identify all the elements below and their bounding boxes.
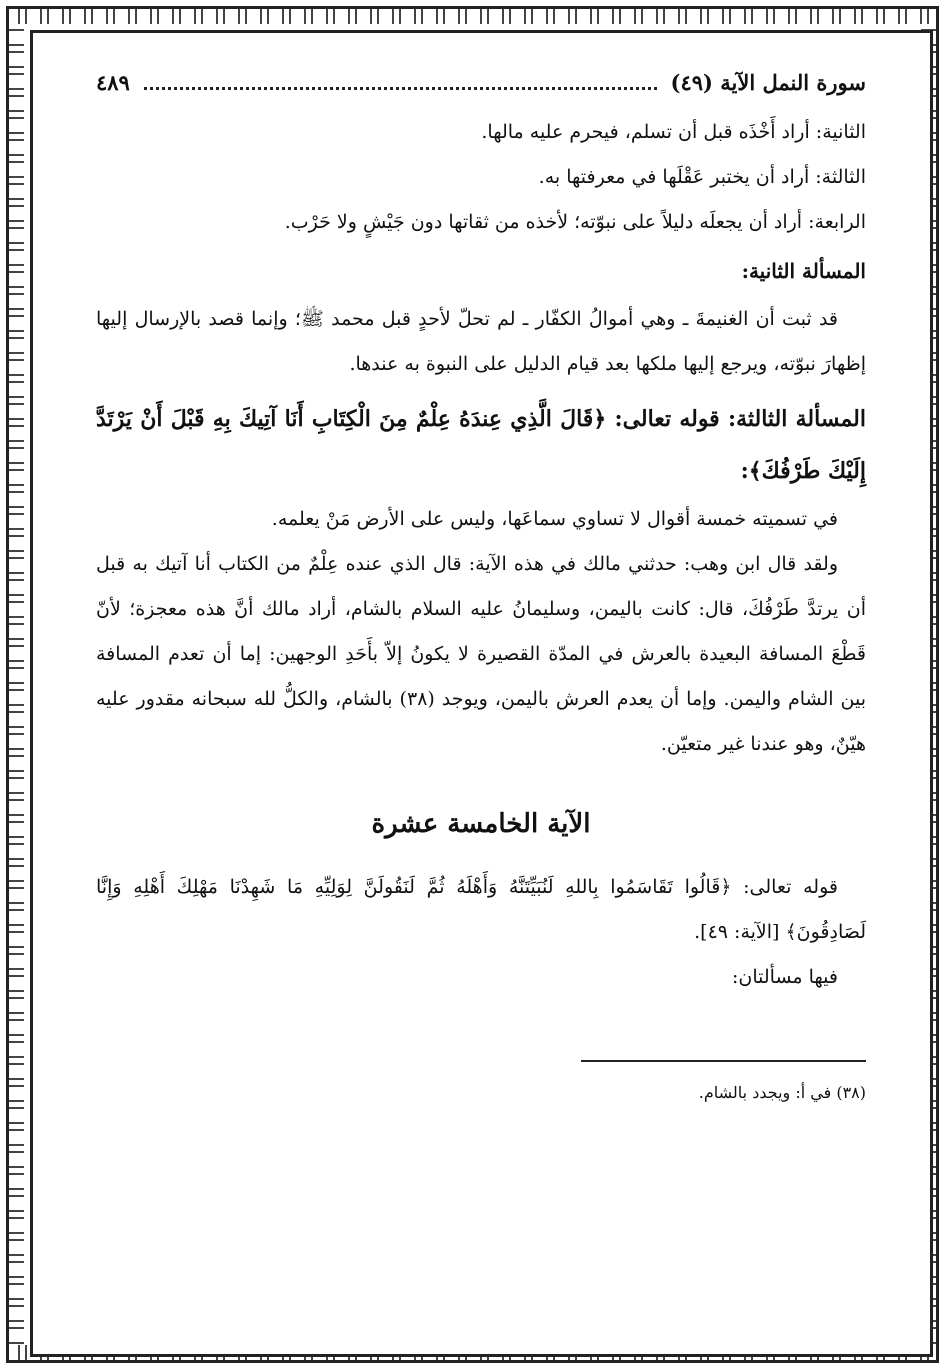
paragraph-two-issues: فيها مسألتان: [732, 966, 838, 988]
running-header-title: سورة النمل الآية (٤٩) [670, 70, 866, 95]
paragraph-third-reason: الثالثة: أراد أن يختبر عَقْلَها في معرفتها به. [538, 166, 866, 188]
heading-second-issue: المسألة الثانية: [741, 259, 866, 283]
paragraph-fourth-reason: الرابعة: أراد أن يجعلَه دليلاً على نبوّته؛ لأخذه من ثقاتها دون جَيْشٍ ولا حَرْب. [284, 211, 866, 233]
running-header [96, 70, 866, 110]
paragraph-naming: في تسميته خمسة أقوال لا تساوي سماعَها، وليس على الأرض مَنْ يعلمه. [271, 508, 838, 530]
heading-third-issue: المسألة الثالثة: قوله تعالى: ﴿قَالَ الَّذِي عِندَهُ عِلْمٌ مِنَ الْكِتَابِ أَنَا آتِيكَ بِهِ قَبْلَ أَنْ يَرْتَدَّ إِلَيْكَ طَرْفُكَ﴾: [96, 406, 866, 484]
section-title: الآية الخامسة عشرة [371, 809, 591, 839]
paragraph-verse-49: قوله تعالى: ﴿قَالُوا تَقَاسَمُوا بِاللهِ لَنُبَيِّتَنَّهُ وَأَهْلَهُ ثُمَّ لَنَقُولَنَّ لِوَلِيِّهِ مَا شَهِدْنَا مَهْلِكَ أَهْلِهِ وَإِنَّا لَصَادِقُونَ﴾ [الآية: ٤٩]. [96, 876, 866, 943]
page-number: ٤٨٩ [96, 70, 130, 95]
footnote-38: (٣٨) في أ: ويجدد بالشام. [698, 1083, 866, 1102]
paragraph-ibn-wahb: ولقد قال ابن وهب: حدثني مالك في هذه الآية: قال الذي عنده عِلْمٌ من الكتاب أنا آتيك به قبل أن يرتدَّ طَرْفُكَ، قال: كانت باليمن، وسليمانُ عليه السلام بالشام، أراد مالك أنَّ هذه معجزة؛ لأنّ قَطْعَ المسافة البعيدة بالعرش في المدّة القصيرة لا يكونُ إلاّ بأَحَدِ الوجهين: إما أن تعدم المسافة بين الشام واليمن. وإما أن يعدم العرش باليمن، ويوجد (٣٨) بالشام، والكلُّ لله سبحانه مقدور عليه هيّنٌ، وهو عندنا غير متعيّن. [96, 553, 867, 755]
page-content [96, 70, 866, 1110]
header-dot-leader [144, 87, 657, 90]
paragraph-spoils: قد ثبت أن الغنيمةَ ـ وهي أموالُ الكفّار ـ لم تحلّ لأحدٍ قبل محمد ﷺ؛ وإنما قصد بالإرسال إليها إظهارَ نبوّته، ويرجع إليها ملكها بعد قيام الدليل على النبوة به عندها. [96, 308, 866, 375]
footnote-separator [581, 1060, 866, 1062]
paragraph-second-reason: الثانية: أراد أَخْذَه قبل أن تسلم، فيحرم عليه مالها. [481, 121, 866, 143]
